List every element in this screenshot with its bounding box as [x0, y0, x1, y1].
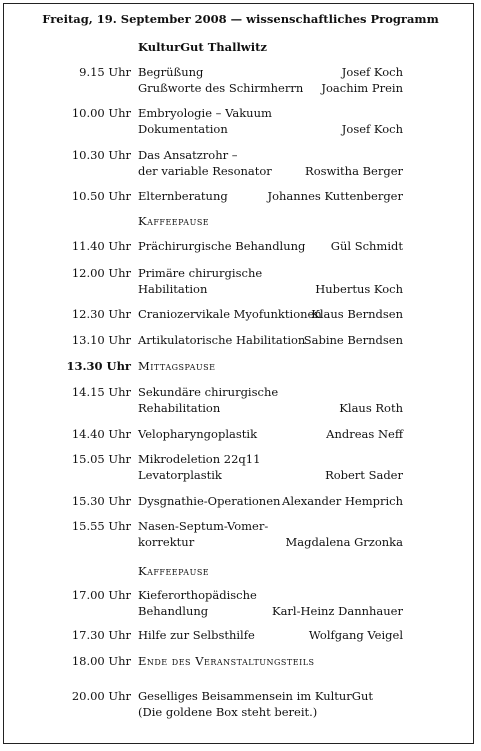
session-speaker-line2: Klaus Roth	[339, 401, 403, 415]
session-title: Kaffeepause	[138, 214, 210, 228]
session-title: Hilfe zur Selbsthilfe	[138, 628, 255, 642]
session-speaker-line2: Magdalena Grzonka	[285, 535, 403, 549]
session-time: 15.30 Uhr	[71, 494, 131, 508]
session-time: 9.15 Uhr	[79, 65, 131, 79]
session-time: 10.00 Uhr	[71, 106, 131, 120]
session-speaker: Johannes Kuttenberger	[267, 189, 403, 203]
session-title-line2: Levatorplastik	[138, 468, 222, 482]
session-title: Velopharyngoplastik	[138, 427, 258, 441]
session-title: Dysgnathie-Operationen	[138, 494, 281, 508]
session-title-line2: Rehabilitation	[138, 401, 221, 415]
session-title: Elternberatung	[138, 189, 228, 203]
session-time: 14.15 Uhr	[71, 385, 131, 399]
venue-label: KulturGut Thallwitz	[138, 40, 267, 54]
session-time: 13.30 Uhr	[66, 359, 131, 373]
session-time: 17.30 Uhr	[71, 628, 131, 642]
session-title: Prächirurgische Behandlung	[138, 239, 306, 253]
session-title: Artikulatorische Habilitation	[138, 333, 306, 347]
session-speaker-line2: Karl-Heinz Dannhauer	[271, 604, 403, 618]
session-title-line2: (Die goldene Box steht bereit.)	[138, 705, 318, 719]
session-speaker: Josef Koch	[341, 65, 403, 79]
session-time: 10.30 Uhr	[71, 148, 131, 162]
session-title-line2: Dokumentation	[138, 122, 228, 136]
session-speaker-line2: Josef Koch	[341, 122, 403, 136]
session-title: Kieferorthopädische	[138, 588, 257, 602]
session-title: Nasen-Septum-Vomer-	[138, 519, 269, 533]
session-time: 13.10 Uhr	[71, 333, 131, 347]
session-title: Mittagspause	[138, 359, 216, 373]
session-title-line2: Grußworte des Schirmherrn	[138, 81, 304, 95]
session-time: 20.00 Uhr	[71, 689, 131, 703]
session-title: Kaffeepause	[138, 564, 210, 578]
session-speaker-line2: Joachim Prein	[321, 81, 403, 95]
session-title: Das Ansatzrohr –	[138, 148, 238, 162]
session-title: Embryologie – Vakuum	[138, 106, 272, 120]
session-speaker: Sabine Berndsen	[303, 333, 403, 347]
session-title: Primäre chirurgische	[138, 266, 263, 280]
session-speaker: Klaus Berndsen	[311, 307, 403, 321]
session-time: 18.00 Uhr	[71, 654, 131, 668]
session-title: Sekundäre chirurgische	[138, 385, 279, 399]
session-speaker-line2: Robert Sader	[325, 468, 403, 482]
session-title: Mikrodeletion 22q11	[138, 452, 261, 466]
session-time: 12.00 Uhr	[71, 266, 131, 280]
session-title-line2: Habilitation	[138, 282, 208, 296]
session-title-line2: Behandlung	[138, 604, 209, 618]
session-title-line2: der variable Resonator	[138, 164, 272, 178]
session-time: 11.40 Uhr	[71, 239, 131, 253]
session-time: 10.50 Uhr	[71, 189, 131, 203]
session-speaker-line2: Hubertus Koch	[315, 282, 403, 296]
session-title: Geselliges Beisammensein im KulturGut	[138, 689, 374, 703]
session-time: 14.40 Uhr	[71, 427, 131, 441]
session-time: 17.00 Uhr	[71, 588, 131, 602]
session-title: Ende des Veranstaltungsteils	[138, 654, 315, 668]
session-speaker: Andreas Neff	[326, 427, 403, 441]
session-title: Begrüßung	[138, 65, 204, 79]
session-time: 15.55 Uhr	[71, 519, 131, 533]
session-speaker-line2: Roswitha Berger	[305, 164, 403, 178]
session-speaker: Alexander Hemprich	[282, 494, 403, 508]
session-time: 15.05 Uhr	[71, 452, 131, 466]
session-speaker: Gül Schmidt	[330, 239, 403, 253]
session-time: 12.30 Uhr	[71, 307, 131, 321]
session-speaker: Wolfgang Veigel	[308, 628, 403, 642]
page-title: Freitag, 19. September 2008 — wissenschaftliches Programm	[42, 12, 439, 26]
session-title: Craniozervikale Myofunktionen	[138, 307, 322, 321]
session-title-line2: korrektur	[138, 535, 195, 549]
